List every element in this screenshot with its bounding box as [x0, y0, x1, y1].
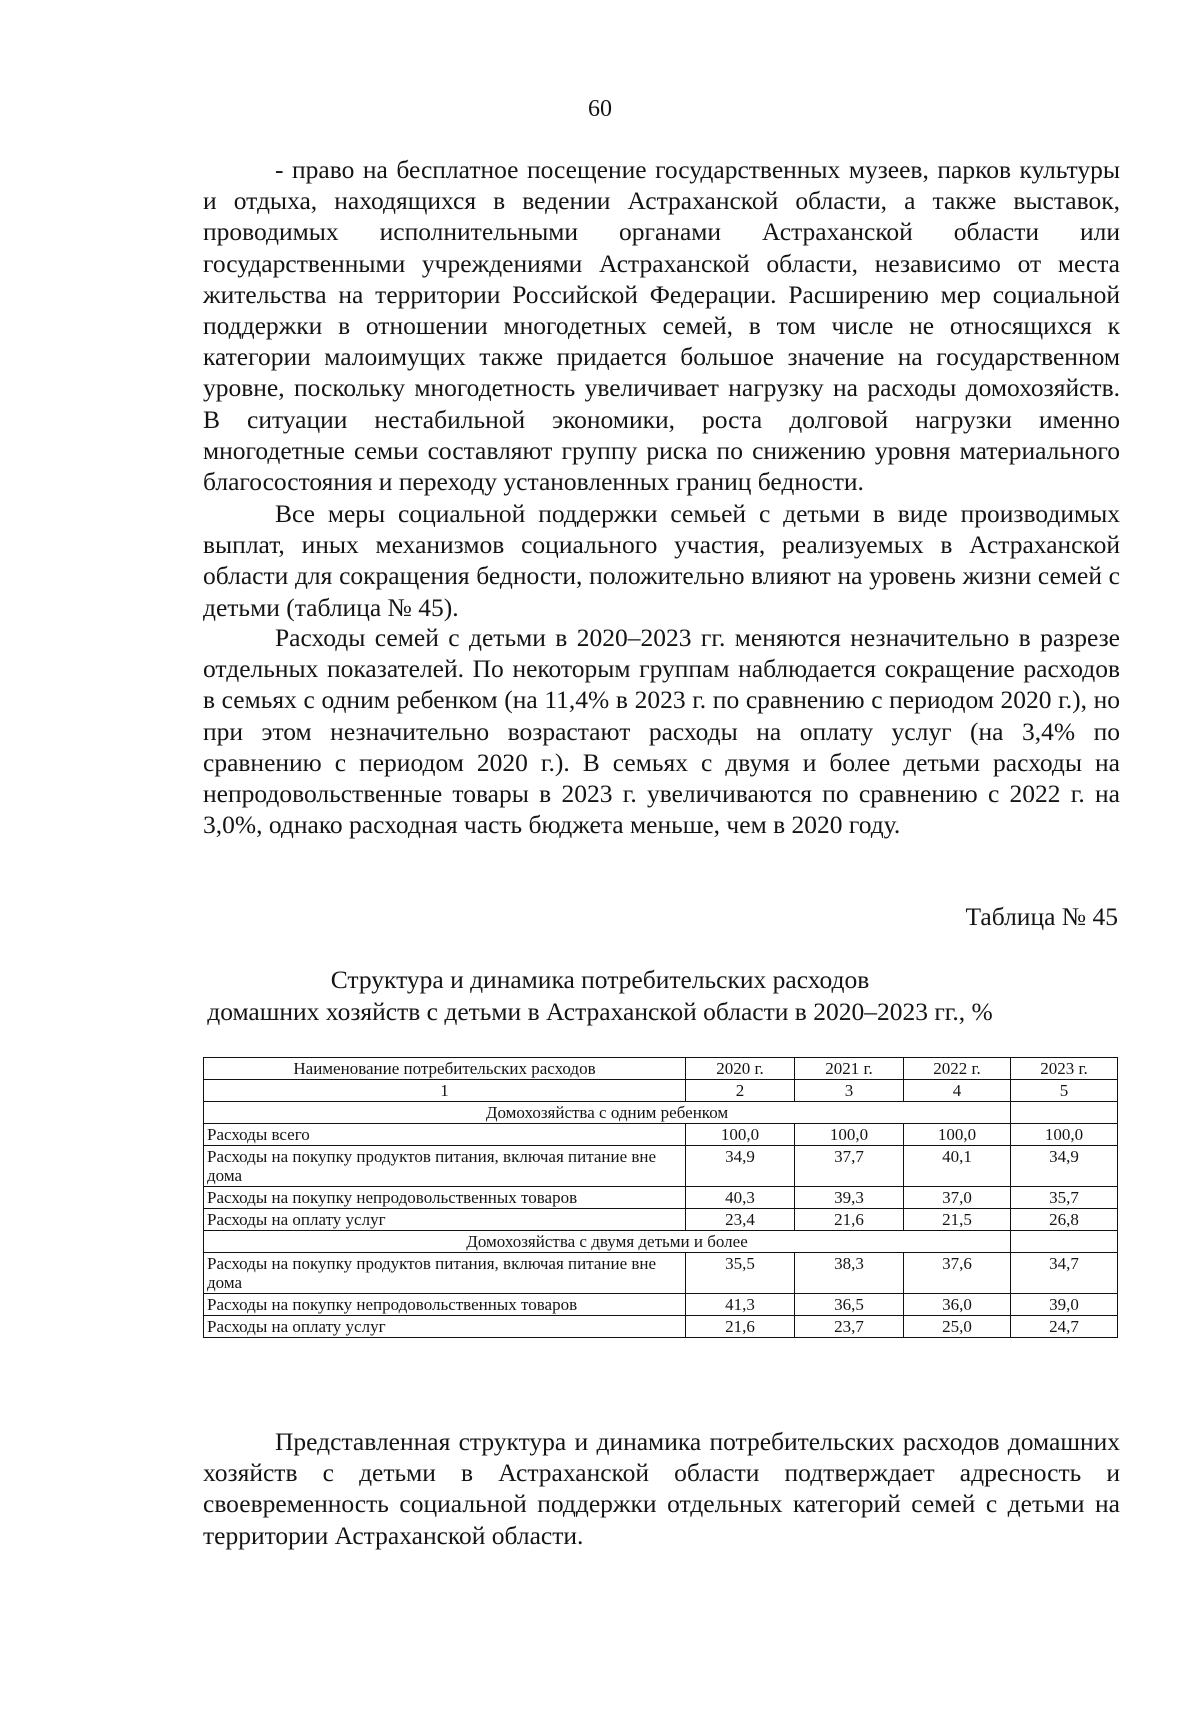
row-name: Расходы на покупку непродовольственных товаров	[204, 1294, 686, 1316]
page-number: 60	[588, 96, 612, 122]
row-name: Расходы на покупку непродовольственных товаров	[204, 1187, 686, 1209]
cell-2021: 36,5	[795, 1294, 904, 1316]
cell-2023: 24,7	[1011, 1316, 1118, 1338]
table-column-numbers-row	[204, 1080, 1118, 1102]
cell-2022: 100,0	[904, 1124, 1011, 1146]
cell-2020: 35,5	[686, 1253, 795, 1294]
paragraph-2	[203, 498, 1120, 623]
paragraph-4	[203, 1426, 1120, 1551]
col-number: 4	[904, 1080, 1011, 1102]
paragraph-3	[203, 622, 1120, 840]
table-row	[204, 1209, 1118, 1231]
cell-2020: 21,6	[686, 1316, 795, 1338]
col-number: 3	[795, 1080, 904, 1102]
cell-2022: 40,1	[904, 1146, 1011, 1187]
cell-2020: 23,4	[686, 1209, 795, 1231]
table-row	[204, 1253, 1118, 1294]
empty-cell	[1011, 1231, 1118, 1253]
cell-2020: 41,3	[686, 1294, 795, 1316]
table-row	[204, 1124, 1118, 1146]
group-header-row	[204, 1102, 1118, 1124]
table-label: Таблица № 45	[965, 902, 1118, 931]
paragraph-1	[203, 154, 1120, 497]
cell-2021: 100,0	[795, 1124, 904, 1146]
col-number: 5	[1011, 1080, 1118, 1102]
row-name: Расходы на покупку продуктов питания, включая питание вне дома	[204, 1146, 686, 1187]
row-name: Расходы на оплату услуг	[204, 1316, 686, 1338]
cell-2023: 100,0	[1011, 1124, 1118, 1146]
header-name: Наименование потребительских расходов	[204, 1058, 686, 1080]
cell-2023: 39,0	[1011, 1294, 1118, 1316]
row-name: Расходы на оплату услуг	[204, 1209, 686, 1231]
cell-2022: 25,0	[904, 1316, 1011, 1338]
group-title: Домохозяйства с одним ребенком	[204, 1102, 1011, 1124]
col-number: 1	[204, 1080, 686, 1102]
table-row	[204, 1187, 1118, 1209]
table-row	[204, 1294, 1118, 1316]
header-2021: 2021 г.	[795, 1058, 904, 1080]
cell-2023: 35,7	[1011, 1187, 1118, 1209]
cell-2020: 34,9	[686, 1146, 795, 1187]
header-2023: 2023 г.	[1011, 1058, 1118, 1080]
empty-cell	[1011, 1102, 1118, 1124]
cell-2022: 36,0	[904, 1294, 1011, 1316]
col-number: 2	[686, 1080, 795, 1102]
paragraph-2-text: Все меры социальной поддержки семьей с детьми в виде производимых выплат, иных механизмов социального участия, реализуемых в Астраханской области для сокращения бедности, положительно влияют на уровень жизни семей с детьми (таблица № 45).	[203, 499, 1120, 622]
expenses-table	[203, 1057, 1118, 1338]
group-title: Домохозяйства с двумя детьми и более	[204, 1231, 1011, 1253]
table-caption-line-2: домашних хозяйств с детьми в Астраханской области в 2020–2023 гг., %	[207, 997, 993, 1026]
table-row	[204, 1316, 1118, 1338]
table-caption-line-1: Структура и динамика потребительских расходов	[330, 965, 870, 994]
cell-2021: 37,7	[795, 1146, 904, 1187]
cell-2022: 37,0	[904, 1187, 1011, 1209]
table-row	[204, 1146, 1118, 1187]
row-name: Расходы всего	[204, 1124, 686, 1146]
cell-2023: 34,9	[1011, 1146, 1118, 1187]
cell-2023: 26,8	[1011, 1209, 1118, 1231]
table-header-row	[204, 1058, 1118, 1080]
header-2020: 2020 г.	[686, 1058, 795, 1080]
cell-2020: 100,0	[686, 1124, 795, 1146]
row-name: Расходы на покупку продуктов питания, включая питание вне дома	[204, 1253, 686, 1294]
cell-2022: 21,5	[904, 1209, 1011, 1231]
paragraph-3-text: Расходы семей с детьми в 2020–2023 гг. меняются незначительно в разрезе отдельных показателей. По некоторым группам наблюдается сокращение расходов в семьях с одним ребенком (на 11,4% в 2023 г. по сравнению с периодом 2020 г.), но при этом незначительно возрастают расходы на оплату услуг (на 3,4% по сравнению с периодом 2020 г.). В семьях с двумя и более детьми расходы на непродовольственные товары в 2023 г. увеличиваются по сравнению с 2022 г. на 3,0%, однако расходная часть бюджета меньше, чем в 2020 году.	[203, 623, 1120, 840]
cell-2021: 38,3	[795, 1253, 904, 1294]
cell-2021: 21,6	[795, 1209, 904, 1231]
cell-2022: 37,6	[904, 1253, 1011, 1294]
table-caption	[0, 964, 1200, 1028]
group-header-row	[204, 1231, 1118, 1253]
header-2022: 2022 г.	[904, 1058, 1011, 1080]
cell-2021: 39,3	[795, 1187, 904, 1209]
cell-2021: 23,7	[795, 1316, 904, 1338]
cell-2020: 40,3	[686, 1187, 795, 1209]
paragraph-1-text: - право на бесплатное посещение государственных музеев, парков культуры и отдыха, находящихся в ведении Астраханской области, а также выставок, проводимых исполнительными органами Астраханской области или государственными учреждениями Астраханской области, независимо от места жительства на территории Российской Федерации. Расширению мер социальной поддержки в отношении многодетных семей, в том числе не относящихся к категории малоимущих также придается большое значение на государственном уровне, поскольку многодетность увеличивает нагрузку на расходы домохозяйств. В ситуации нестабильной экономики, роста долговой нагрузки именно многодетные семьи составляют группу риска по снижению уровня материального благосостояния и переходу установленных границ бедности.	[203, 155, 1120, 497]
cell-2023: 34,7	[1011, 1253, 1118, 1294]
paragraph-4-text: Представленная структура и динамика потребительских расходов домашних хозяйств с детьми в Астраханской области подтверждает адресность и своевременность социальной поддержки отдельных категорий семей с детьми на территории Астраханской области.	[203, 1427, 1120, 1550]
